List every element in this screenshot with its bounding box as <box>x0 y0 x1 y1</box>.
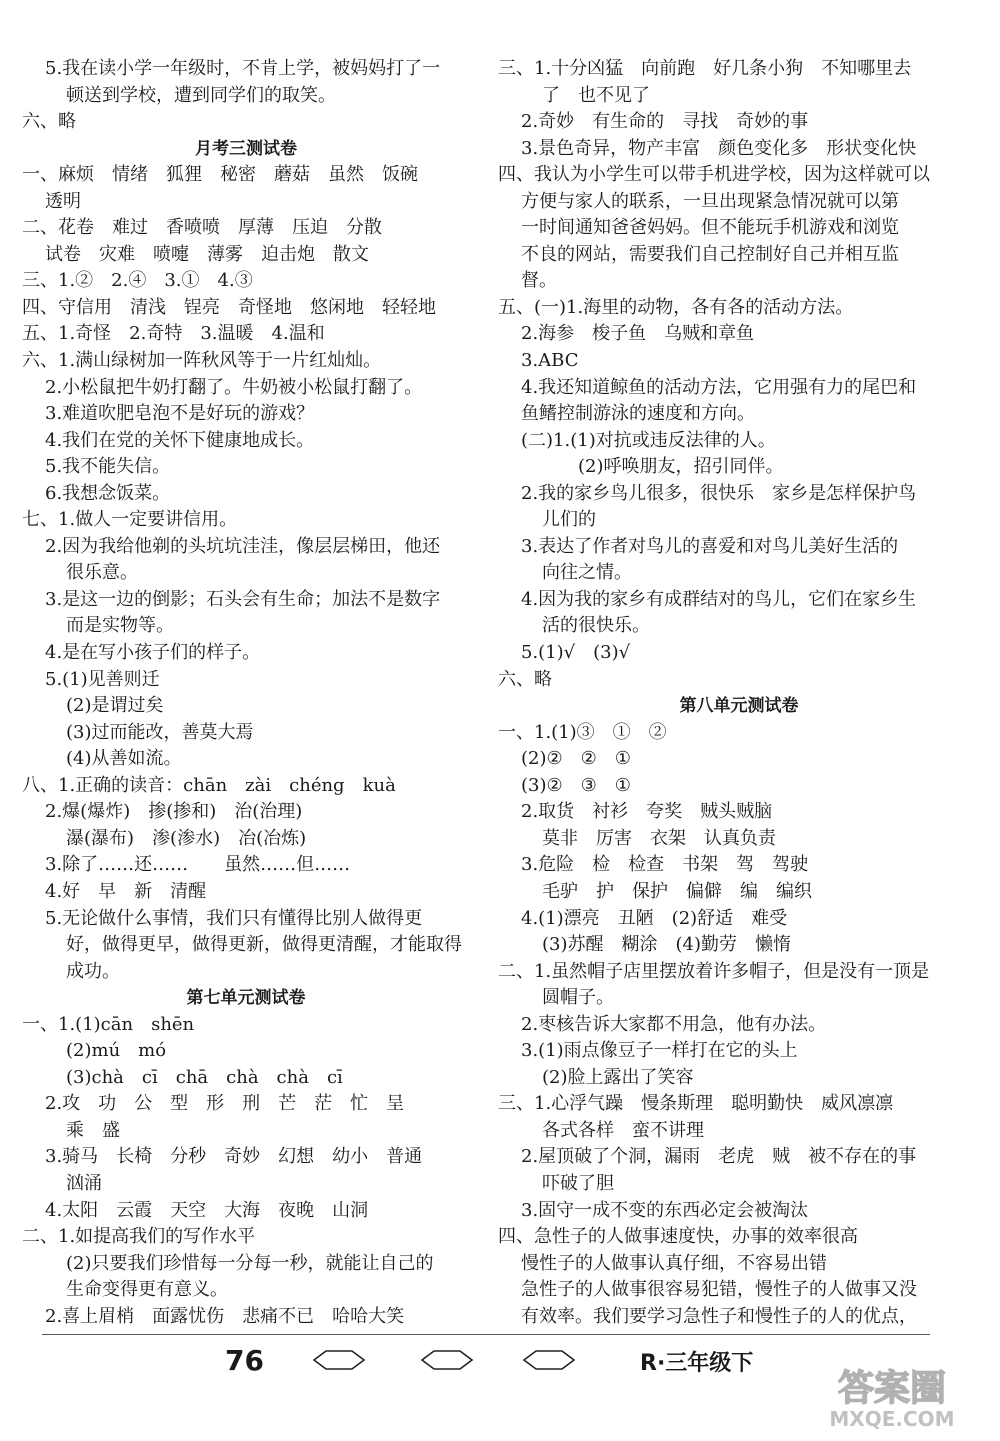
answer-line: 一、1.(1)cān shēn <box>22 1013 195 1035</box>
answer-line: 四、急性子的人做事速度快，办事的效率很高 <box>498 1226 858 1248</box>
answer-line: (2)是谓过矣 <box>66 695 164 717</box>
answer-line: 4.我还知道鲸鱼的活动方法，它用强有力的尾巴和 <box>521 376 917 398</box>
answer-line: 3.景色奇异，物产丰富 颜色变化多 形状变化快 <box>521 137 917 159</box>
left-column <box>22 56 470 1330</box>
answer-line: 鱼鳍控制游泳的速度和方向。 <box>521 403 755 425</box>
answer-line: 急性子的人做事很容易犯错，慢性子的人做事又没 <box>521 1279 917 1301</box>
answer-line: 瀑(瀑布) 渗(渗水) 冶(冶炼) <box>66 827 307 849</box>
answer-line: 2.取货 衬衫 夸奖 贼头贼脑 <box>521 801 773 823</box>
answer-line: 吓破了胆 <box>542 1172 614 1194</box>
right-column <box>498 56 980 1330</box>
answer-line: 毛驴 护 保护 偏僻 编 编织 <box>542 880 812 902</box>
answer-line: 5.我不能失信。 <box>45 456 171 478</box>
answer-line: 儿们的 <box>542 509 596 531</box>
watermark-sub-text: MXQE.COM <box>829 1407 955 1431</box>
answer-line: 3.除了……还…… 虽然……但…… <box>45 854 351 876</box>
answer-line: 2.小松鼠把牛奶打翻了。牛奶被小松鼠打翻了。 <box>45 376 423 398</box>
section-heading: 第八单元测试卷 <box>679 696 799 717</box>
answer-line: 透明 <box>45 190 81 212</box>
answer-line: 三、1.② 2.④ 3.① 4.③ <box>22 270 253 292</box>
answer-line: 2.喜上眉梢 面露忧伤 悲痛不已 哈哈大笑 <box>45 1305 405 1327</box>
answer-line: 有效率。我们要学习急性子和慢性子的人的优点， <box>521 1305 917 1327</box>
watermark-logo <box>800 1360 985 1432</box>
answer-line: 一、1.(1)③ ① ② <box>498 721 667 743</box>
answer-line: 3.难道吹肥皂泡不是好玩的游戏？ <box>45 403 315 425</box>
answer-line: 2.枣核告诉大家都不用急，他有办法。 <box>521 1013 827 1035</box>
answer-line: 生命变得更有意义。 <box>66 1279 228 1301</box>
answer-line: 5.(1)见善则迁 <box>45 668 160 690</box>
answer-line: (2)mú mó <box>66 1040 167 1062</box>
answer-line: 3.固守一成不变的东西必定会被淘汰 <box>521 1199 809 1221</box>
answer-line: 五、1.奇怪 2.奇特 3.温暖 4.温和 <box>22 323 325 345</box>
answer-line: 二、1.如提高我们的写作水平 <box>22 1226 256 1248</box>
answer-line: 七、1.做人一定要讲信用。 <box>22 509 238 531</box>
answer-line: 六、1.满山绿树加一阵秋风等于一片红灿灿。 <box>22 350 382 372</box>
answer-line: 了 也不见了 <box>542 84 650 106</box>
answer-line: 二、花卷 难过 香喷喷 厚薄 压迫 分散 <box>22 217 382 239</box>
answer-line: (2)只要我们珍惜每一分每一秒，就能让自己的 <box>66 1252 434 1274</box>
answer-line: 2.屋顶破了个洞，漏雨 老虎 贼 被不存在的事 <box>521 1146 917 1168</box>
answer-line: 三、1.心浮气躁 慢条斯理 聪明勤快 威风凛凛 <box>498 1093 894 1115</box>
answer-line: (3)过而能改，善莫大焉 <box>66 721 254 743</box>
answer-line: 2.攻 功 公 型 形 刑 芒 茫 忙 呈 <box>45 1093 405 1115</box>
answer-line: 乘 盛 <box>66 1119 120 1141</box>
answer-line: (二)1.(1)对抗或违反法律的人。 <box>521 429 776 451</box>
answer-line: 3.是这一边的倒影；石头会有生命；加法不是数字 <box>45 588 441 610</box>
section-heading: 月考三测试卷 <box>195 138 297 159</box>
answer-line: 4.我们在党的关怀下健康地成长。 <box>45 429 315 451</box>
answer-line: 而是实物等。 <box>66 615 174 637</box>
answer-line: 好，做得更早，做得更新，做得更清醒，才能取得 <box>66 934 462 956</box>
answer-line: 一时间通知爸爸妈妈。但不能玩手机游戏和浏览 <box>521 217 899 239</box>
section-heading: 第七单元测试卷 <box>186 988 306 1009</box>
answer-line: 2.爆(爆炸) 掺(掺和) 治(治理) <box>45 801 303 823</box>
answer-line: 2.海参 梭子鱼 乌贼和章鱼 <box>521 323 755 345</box>
answer-line: 五、(一)1.海里的动物，各有各的活动方法。 <box>498 296 854 318</box>
answer-line: 3.表达了作者对鸟儿的喜爱和对鸟儿美好生活的 <box>521 535 899 557</box>
answer-line: 3.骑马 长椅 分秒 奇妙 幻想 幼小 普通 <box>45 1146 423 1168</box>
answer-line: 督。 <box>521 270 557 292</box>
answer-line: 3.(1)雨点像豆子一样打在它的头上 <box>521 1040 798 1062</box>
answer-line: 2.奇妙 有生命的 寻找 奇妙的事 <box>521 111 809 133</box>
answer-line: 4.好 早 新 清醒 <box>45 880 207 902</box>
answer-line: 四、守信用 清浅 锃亮 奇怪地 悠闲地 轻轻地 <box>22 296 436 318</box>
answer-line: (4)从善如流。 <box>66 748 182 770</box>
answer-line: 各式各样 蛮不讲理 <box>542 1119 704 1141</box>
page-number: 76 <box>225 1344 264 1377</box>
answer-line: 3.危险 检 检查 书架 驾 驾驶 <box>521 854 809 876</box>
diamond-ornament-icon <box>312 1349 366 1371</box>
answer-line: 二、1.虽然帽子店里摆放着许多帽子，但是没有一顶是 <box>498 960 930 982</box>
answer-line: 圆帽子。 <box>542 987 614 1009</box>
footer-rule <box>42 1334 930 1335</box>
answer-line: 不良的网站，需要我们自己控制好自己并相互监 <box>521 243 899 265</box>
answer-line: 四、我认为小学生可以带手机进学校，因为这样就可以 <box>498 164 930 186</box>
answer-line: (2)脸上露出了笑容 <box>542 1066 694 1088</box>
answer-line: 试卷 灾难 喷嚏 薄雾 迫击炮 散文 <box>45 243 369 265</box>
answer-line: 4.(1)漂亮 丑陋 (2)舒适 难受 <box>521 907 788 929</box>
answer-line: 六、略 <box>22 111 76 133</box>
answer-line: 慢性子的人做事认真仔细，不容易出错 <box>521 1252 827 1274</box>
watermark-main-text: 答案圈 <box>837 1368 947 1409</box>
answer-line: 八、1.正确的读音：chān zài chéng kuà <box>22 774 396 796</box>
answer-line: 5.无论做什么事情，我们只有懂得比别人做得更 <box>45 907 423 929</box>
answer-line: 向往之情。 <box>542 562 632 584</box>
diamond-ornament-icon <box>522 1349 576 1371</box>
answer-line: 莫非 厉害 衣架 认真负责 <box>542 827 776 849</box>
answer-line: 成功。 <box>66 960 120 982</box>
answer-line: 6.我想念饭菜。 <box>45 482 171 504</box>
answer-line: 5.我在读小学一年级时，不肯上学，被妈妈打了一 <box>45 58 441 79</box>
answer-line: 一、麻烦 情绪 狐狸 秘密 蘑菇 虽然 饭碗 <box>22 164 418 186</box>
answer-line: 4.是在写小孩子们的样子。 <box>45 642 261 664</box>
answer-line: (3)② ③ ① <box>521 774 631 796</box>
answer-line: 2.因为我给他剃的头坑坑洼洼，像层层梯田，他还 <box>45 535 441 557</box>
answer-line: 3.ABC <box>521 350 579 372</box>
answer-line: 4.太阳 云霞 天空 大海 夜晚 山洞 <box>45 1199 369 1221</box>
grade-label: R·三年级下 <box>640 1351 754 1376</box>
answer-line: 三、1.十分凶猛 向前跑 好几条小狗 不知哪里去 <box>498 58 912 79</box>
answer-line: 很乐意。 <box>66 562 138 584</box>
answer-line: 顿送到学校，遭到同学们的取笑。 <box>66 84 336 106</box>
answer-line: 方便与家人的联系，一旦出现紧急情况就可以第 <box>521 190 899 212</box>
answer-line: 2.我的家乡鸟儿很多，很快乐 家乡是怎样保护鸟 <box>521 482 917 504</box>
answer-line: (2)② ② ① <box>521 748 631 770</box>
answer-line: 汹涌 <box>66 1172 102 1194</box>
answer-line: 六、略 <box>498 668 552 690</box>
answer-line: 4.因为我的家乡有成群结对的鸟儿，它们在家乡生 <box>521 588 917 610</box>
answer-line: (3)苏醒 糊涂 (4)勤劳 懒惰 <box>542 934 791 956</box>
answer-line: (3)chà cī chā chà chà cī <box>66 1066 343 1088</box>
answer-line: 5.(1)√ (3)√ <box>521 642 631 664</box>
answer-line: (2)呼唤朋友，招引同伴。 <box>578 456 784 478</box>
answer-line: 活的很快乐。 <box>542 615 650 637</box>
diamond-ornament-icon <box>420 1349 474 1371</box>
